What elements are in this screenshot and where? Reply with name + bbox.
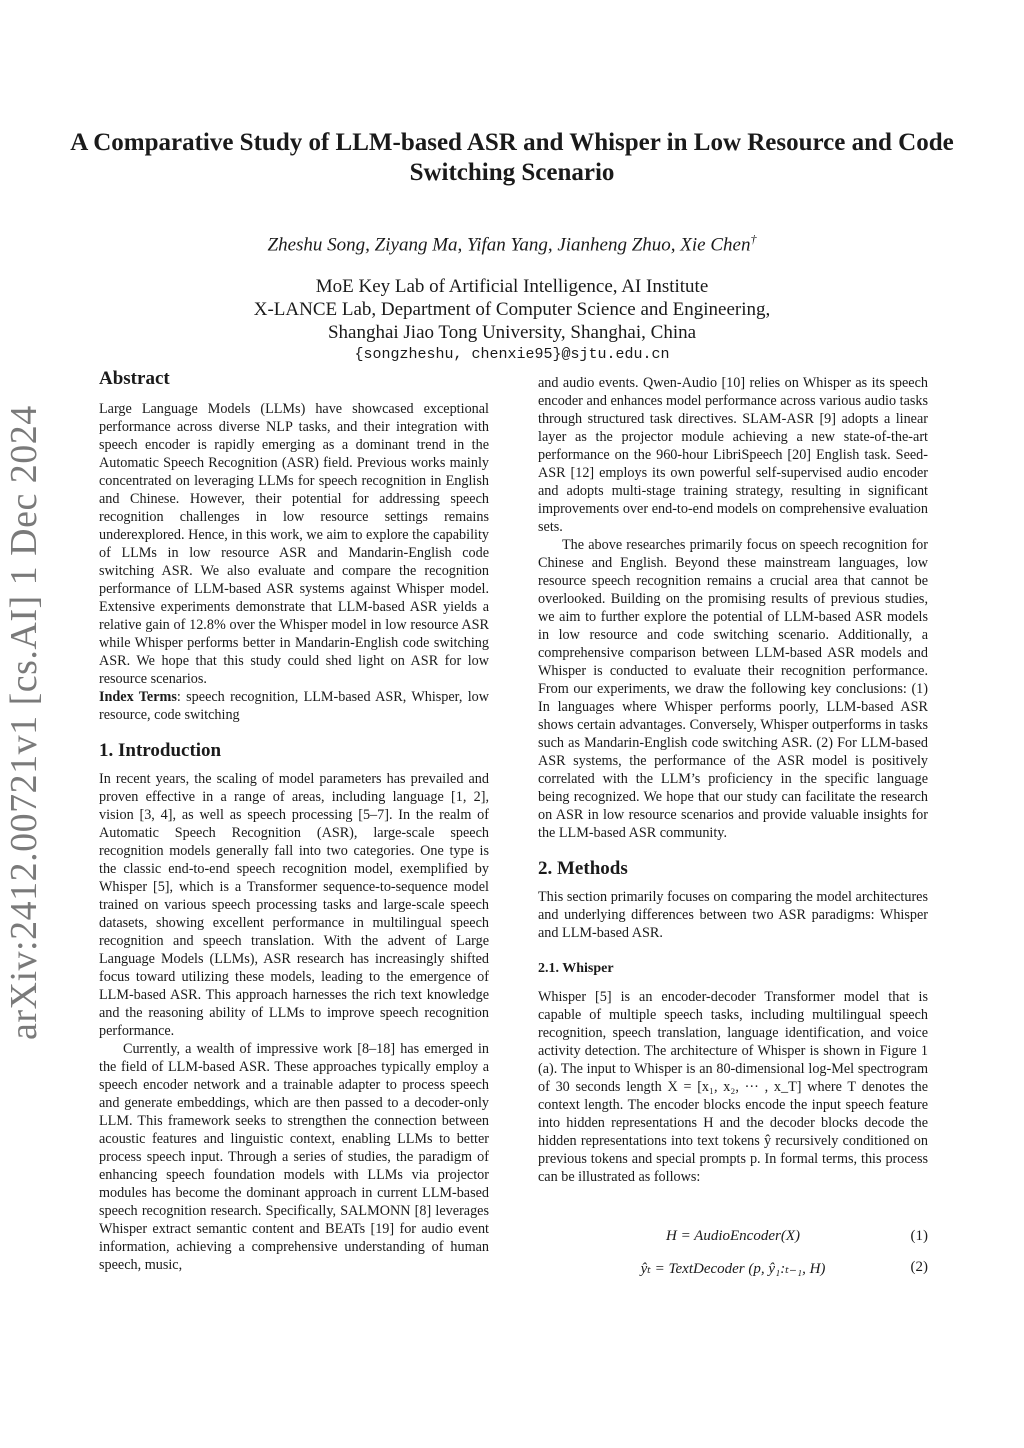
right-column	[538, 374, 928, 1186]
author-names: Zheshu Song, Ziyang Ma, Yifan Yang, Jianheng Zhuo, Xie Chen	[267, 234, 751, 256]
equation-1-number: (1)	[910, 1228, 928, 1244]
methods-heading: 2. Methods	[538, 858, 628, 879]
abstract-heading: Abstract	[99, 368, 170, 389]
whisper-subheading: 2.1. Whisper	[538, 961, 614, 976]
left-column	[99, 370, 489, 1274]
affiliation-line-1: MoE Key Lab of Artificial Intelligence, AI Institute	[315, 276, 709, 297]
author-list	[0, 232, 1024, 256]
affiliation-line-3: Shanghai Jiao Tong University, Shanghai, China	[327, 322, 697, 343]
intro-paragraph-1: In recent years, the scaling of model parameters has prevailed and proven effective in a range of areas, including language [1, 2], vision [3, 4], as well as speech processing [5–7]. In the realm of Automatic Speech Recognition (ASR), large-scale speech recognition models generally fall into two categories. One type is the classic end-to-end speech recognition model, exemplified by Whisper [5], which is a Transformer sequence-to-sequence model trained on various speech processing tasks and large-scale speech datasets, showing excellent performance in multilingual speech recognition and speech translation. With the advent of Large Language Models (LLMs), ASR research has increasingly shifted focus toward utilizing these models, leading to the emergence of LLM-based ASR. This approach harnesses the rich text knowledge and the reasoning ability of LLMs to improve speech recognition performance.	[99, 771, 489, 1039]
intro-heading: 1. Introduction	[99, 740, 222, 761]
author-email: {songzheshu, chenxie95}@sjtu.edu.cn	[354, 346, 670, 363]
affiliation-line-2: X-LANCE Lab, Department of Computer Science and Engineering,	[253, 299, 771, 320]
whisper-paragraph: Whisper [5] is an encoder-decoder Transformer model that is capable of multiple speech tasks, including multilingual speech recognition, speech translation, language identification, and voice activity detection. The architecture of Whisper is shown in Figure 1 (a). The input to Whisper is an 80-dimensional log-Mel spectrogram of 30 seconds length X = [x₁, x₂, ··· , x_T] where T denotes the context length. The encoder blocks encode the input speech feature into hidden representations H and the decoder blocks decode the hidden representations into text tokens ŷ recursively conditioned on previous tokens and special prompts p. In formal terms, this process can be illustrated as follows:	[538, 989, 928, 1185]
equation-2-expr: ŷₜ = TextDecoder (p, ŷ₁:ₜ₋₁, H)	[640, 1261, 826, 1277]
paper-title: A Comparative Study of LLM-based ASR and Whisper in Low Resource and Code Switching Scenario	[70, 129, 954, 186]
equation-2-number: (2)	[910, 1259, 928, 1275]
arxiv-watermark: arXiv:2412.00721v1 [cs.AI] 1 Dec 2024	[3, 405, 45, 1040]
abstract-text: Large Language Models (LLMs) have showcased exceptional performance across diverse NLP tasks, and their integration with speech encoder is rapidly emerging as a dominant trend in the Automatic Speech Recognition (ASR) field. Previous works mainly concentrated on leveraging LLMs for speech recognition in English and Chinese. However, their potential for addressing speech recognition challenges in low resource settings remains underexplored. Hence, in this work, we aim to explore the capability of LLMs in low resource ASR and Mandarin-English code switching ASR. We also evaluate and compare the recognition performance of LLM-based ASR systems against Whisper model. Extensive experiments demonstrate that LLM-based ASR yields a relative gain of 12.8% over the Whisper model in low resource ASR while Whisper performs better in Mandarin-English code switching ASR. We hope that this study could shed light on ASR for low resource scenarios.	[99, 401, 489, 687]
intro-paragraph-2-cont: and audio events. Qwen-Audio [10] relies on Whisper as its speech encoder and enhances model performance across various audio tasks through structured task directives. SLAM-ASR [9] adopts a linear layer as the projector module achieving a new state-of-the-art performance on the 960-hour LibriSpeech [20] English task. Seed-ASR [12] employs its own powerful self-supervised audio encoder and adopts multi-stage training strategy, resulting in significant improvements over end-to-end models on comprehensive evaluation sets.	[538, 375, 929, 535]
author-mark: †	[750, 232, 757, 246]
index-terms-text: : speech recognition, LLM-based ASR, Whisper, low resource, code switching	[99, 689, 490, 723]
index-terms	[99, 688, 489, 724]
intro-paragraph-3: The above researches primarily focus on speech recognition for Chinese and English. Beyond these mainstream languages, low resource speech recognition remains a crucial area that cannot be overlooked. Building on the promising results of previous studies, we aim to further explore the potential of LLM-based ASR models in low resource and code switching scenario. Additionally, a comprehensive comparison between LLM-based ASR models and Whisper is conducted to evaluate their recognition performance. From our experiments, we draw the following key conclusions: (1) In languages where Whisper performs poorly, LLM-based ASR shows certain advantages. Conversely, Whisper outperforms in tasks such as Mandarin-English code switching ASR. (2) For LLM-based ASR systems, the performance of the ASR model is positively correlated with the LLM’s proficiency in the specific language being recognized. We hope that our study can facilitate the research on ASR in low resource scenarios and provide valuable insights for the LLM-based ASR community.	[538, 537, 928, 841]
index-terms-label: Index Terms	[99, 689, 177, 705]
equation-1-expr: H = AudioEncoder(X)	[666, 1228, 800, 1244]
methods-paragraph-1: This section primarily focuses on comparing the model architectures and underlying differences between two ASR paradigms: Whisper and LLM-based ASR.	[538, 889, 928, 941]
intro-paragraph-2: Currently, a wealth of impressive work [8–18] has emerged in the field of LLM-based ASR. These approaches typically employ a speech encoder network and a trainable adapter to process speech and generate embeddings, which are then passed to a decoder-only LLM. This framework seeks to strengthen the connection between acoustic features and linguistic context, enabling LLMs to better process speech input. Through a series of studies, the paradigm of enhancing speech foundation models with LLMs via projector modules has become the dominant approach in current LLM-based speech recognition research. Specifically, SALMONN [8] leverages Whisper extract semantic content and BEATs [19] for audio event information, achieving a comprehensive understanding of human speech, music,	[99, 1041, 489, 1273]
